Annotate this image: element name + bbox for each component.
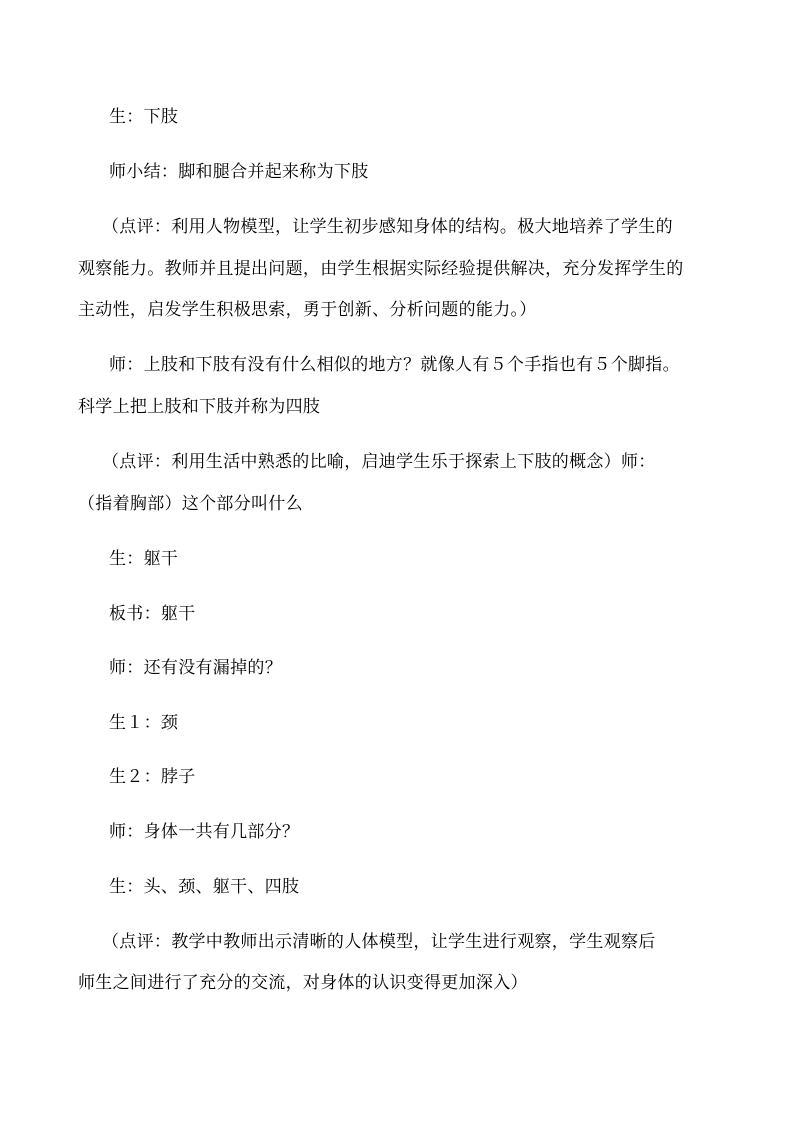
text-line-2: 师小结：脚和腿合并起来称为下肢 <box>109 162 369 182</box>
text-line-13: 生１：颈 <box>109 713 179 733</box>
text-line-4: 观察能力。教师并且提出问题，由学生根据实际经验提供解决，充分发挥学生的 <box>78 259 684 279</box>
text-line-12: 师：还有没有漏掉的？ <box>109 658 282 678</box>
text-line-1: 生：下肢 <box>109 107 179 127</box>
text-line-17: （点评：教学中教师出示清晰的人体模型，让学生进行观察，学生观察后 <box>102 932 656 952</box>
text-line-11: 板书：躯干 <box>109 604 196 624</box>
text-line-15: 师：身体一共有几部分？ <box>109 822 300 842</box>
text-line-16: 生：头、颈、躯干、四肢 <box>109 877 300 897</box>
text-line-6: 师：上肢和下肢有没有什么相似的地方？就像人有５个手指也有５个脚指。 <box>109 355 680 375</box>
text-line-7: 科学上把上肢和下肢并称为四肢 <box>78 397 321 417</box>
text-line-10: 生：躯干 <box>109 549 179 569</box>
text-line-14: 生２：脖子 <box>109 767 196 787</box>
text-line-18: 师生之间进行了充分的交流，对身体的认识变得更加深入） <box>78 973 528 993</box>
text-line-3: （点评：利用人物模型，让学生初步感知身体的结构。极大地培养了学生的 <box>102 217 673 237</box>
text-line-9: （指着胸部）这个部分叫什么 <box>78 494 303 514</box>
text-line-8: （点评：利用生活中熟悉的比喻，启迪学生乐于探索上下肢的概念）师： <box>102 452 656 472</box>
text-line-5: 主动性，启发学生积极思索，勇于创新、分析问题的能力。） <box>78 300 537 320</box>
